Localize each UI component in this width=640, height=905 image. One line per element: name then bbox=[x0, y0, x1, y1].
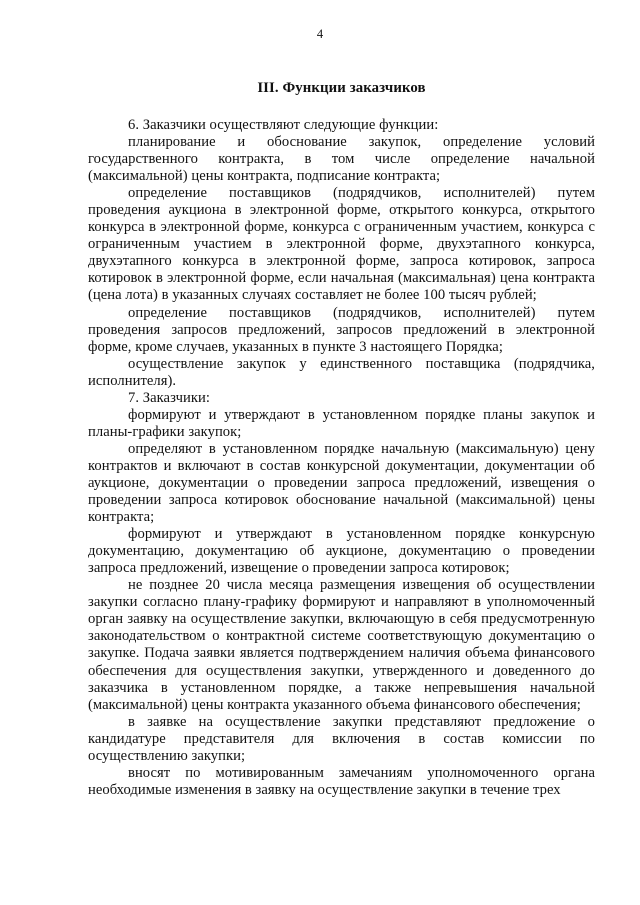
paragraph: определение поставщиков (подрядчиков, исполнителей) путем проведения аукциона в электронной форме, открытого конкурса, открытого конкурса в электронной форме, конкурса с ограниченным участием, конкурса с ограниченным участием в электронной форме, двухэтапного конкурса, двухэтапного конкурса в электронной форме, запроса котировок, запроса котировок в электронной форме, если начальная (максимальная) цена контракта (цена лота) в указанных случаях составляет не более 100 тысяч рублей; bbox=[88, 185, 595, 304]
paragraph: 6. Заказчики осуществляют следующие функции: bbox=[128, 117, 439, 133]
document-body bbox=[88, 117, 595, 799]
section-title: III. Функции заказчиков bbox=[257, 80, 426, 96]
paragraph: определяют в установленном порядке начальную (максимальную) цену контрактов и включают в состав конкурсной документации, документации об аукционе, документации о проведении запроса предложений, извещения о проведении запроса котировок обоснование начальной (максимальной) цены контракта; bbox=[88, 440, 595, 526]
paragraph: в заявке на осуществление закупки представляют предложение о кандидатуре представителя для включения в состав комиссии по осуществлению закупки; bbox=[88, 713, 595, 764]
paragraph: осуществление закупок у единственного поставщика (подрядчика, исполнителя). bbox=[88, 355, 595, 389]
paragraph: не позднее 20 числа месяца размещения извещения об осуществлении закупки согласно плану-графику формируют и направляют в уполномоченный орган заявку на осуществление закупки, включающую в себя предусмотренную законодательством о контрактной системе соответствующую документацию о закупке. Подача заявки является подтверждением наличия объема финансового обеспечения для осуществления закупки, утвержденного и доведенного до заказчика в установленном порядке, а также непревышения начальной (максимальной) цены контракта указанного объема финансового обеспечения; bbox=[88, 577, 595, 713]
paragraph: планирование и обоснование закупок, определение условий государственного контракта, в том числе определение начальной (максимальной) цены контракта, подписание контракта; bbox=[88, 134, 595, 185]
page-number: 4 bbox=[316, 27, 324, 41]
paragraph: 7. Заказчики: bbox=[128, 389, 210, 406]
paragraph: вносят по мотивированным замечаниям уполномоченного органа необходимые изменения в заявку на осуществление закупки в течение трех bbox=[88, 764, 595, 798]
paragraph: формируют и утверждают в установленном порядке конкурсную документацию, документацию об аукционе, документацию о проведении запроса предложений, извещение о проведении запроса котировок; bbox=[88, 526, 595, 577]
paragraph: определение поставщиков (подрядчиков, исполнителей) путем проведения запросов предложений, запросов предложений в электронной форме, кроме случаев, указанных в пункте 3 настоящего Порядка; bbox=[88, 304, 595, 355]
paragraph: формируют и утверждают в установленном порядке планы закупок и планы-графики закупок; bbox=[88, 406, 595, 440]
